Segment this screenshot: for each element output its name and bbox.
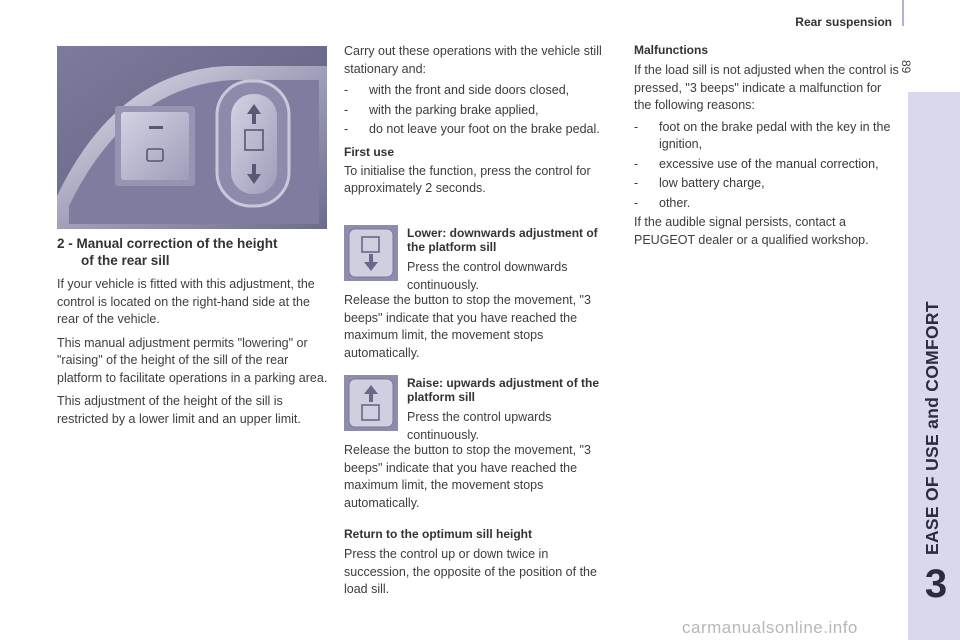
- list-item: - foot on the brake pedal with the key in the ignition,: [634, 119, 902, 154]
- malfunctions-intro: If the load sill is not adjusted when the control is pressed, "3 beeps" indicate a malfunction for the following reasons:: [634, 63, 899, 112]
- conditions-intro: Carry out these operations with the vehicle still stationary and:: [344, 44, 602, 76]
- watermark: carmanualsonline.info: [682, 618, 858, 637]
- malfunctions-title: Malfunctions: [634, 43, 708, 57]
- list-item: - other.: [634, 195, 902, 213]
- lower-block: [407, 226, 607, 294]
- rear-sill-control-photo: [57, 46, 327, 229]
- paragraph-limits: This adjustment of the height of the sill is restricted by a lower limit and an upper limit.: [57, 394, 301, 426]
- malfunction-reasons-list: [634, 119, 902, 213]
- column-1-body: [57, 276, 329, 428]
- raise-title: Raise: upwards adjustment of the platform sill: [407, 376, 600, 404]
- manual-correction-heading-line2: of the rear sill: [81, 253, 170, 268]
- first-use-text: To initialise the function, press the control for approximately 2 seconds.: [344, 163, 591, 195]
- malfunctions-outro: If the audible signal persists, contact a PEUGEOT dealer or a qualified workshop.: [634, 215, 869, 247]
- section-header: Rear suspension: [795, 15, 892, 29]
- raise-control-icon: [344, 375, 398, 431]
- raise-text: Press the control upwards continuously.: [407, 410, 552, 442]
- column-2-top: [344, 43, 606, 198]
- lower-release-text: Release the button to stop the movement, "3 beeps" indicate that you have reached the maximum limit, the movement stops automatically.: [344, 293, 591, 360]
- return-text: Press the control up or down twice in succession, the opposite of the position of the load sill.: [344, 547, 597, 596]
- list-item: - with the parking brake applied,: [344, 102, 606, 120]
- list-item: - do not leave your foot on the brake pedal.: [344, 121, 606, 139]
- list-item: - with the front and side doors closed,: [344, 82, 606, 100]
- paragraph-fitted: If your vehicle is fitted with this adjustment, the control is located on the right-hand side at the rear of the vehicle.: [57, 277, 315, 326]
- return-title: Return to the optimum sill height: [344, 527, 532, 541]
- lower-control-icon: [344, 225, 398, 281]
- manual-correction-heading-line1: 2 - Manual correction of the height: [57, 236, 278, 251]
- chapter-number: 3: [924, 562, 948, 606]
- raise-release-text: Release the button to stop the movement, "3 beeps" indicate that you have reached the maximum limit, the movement stops automatically.: [344, 443, 591, 510]
- paragraph-lowering-raising: This manual adjustment permits "lowering" or "raising" of the height of the sill of the rear platform to facilitate operations in a parking area.: [57, 335, 328, 385]
- chapter-title: [922, 525, 960, 555]
- column-3: [634, 43, 902, 249]
- header-rule: [902, 0, 904, 26]
- list-item: - low battery charge,: [634, 175, 902, 193]
- lower-text: Press the control downwards continuously.: [407, 260, 568, 292]
- first-use-title: First use: [344, 144, 395, 159]
- raise-block: [407, 376, 607, 444]
- manual-correction-heading: [57, 235, 327, 269]
- lower-title: Lower: downwards adjustment of the platform sill: [407, 226, 598, 254]
- conditions-list: [344, 82, 606, 139]
- return-block: [344, 527, 606, 599]
- list-item: - excessive use of the manual correction,: [634, 156, 902, 174]
- page-number: 89: [899, 60, 913, 74]
